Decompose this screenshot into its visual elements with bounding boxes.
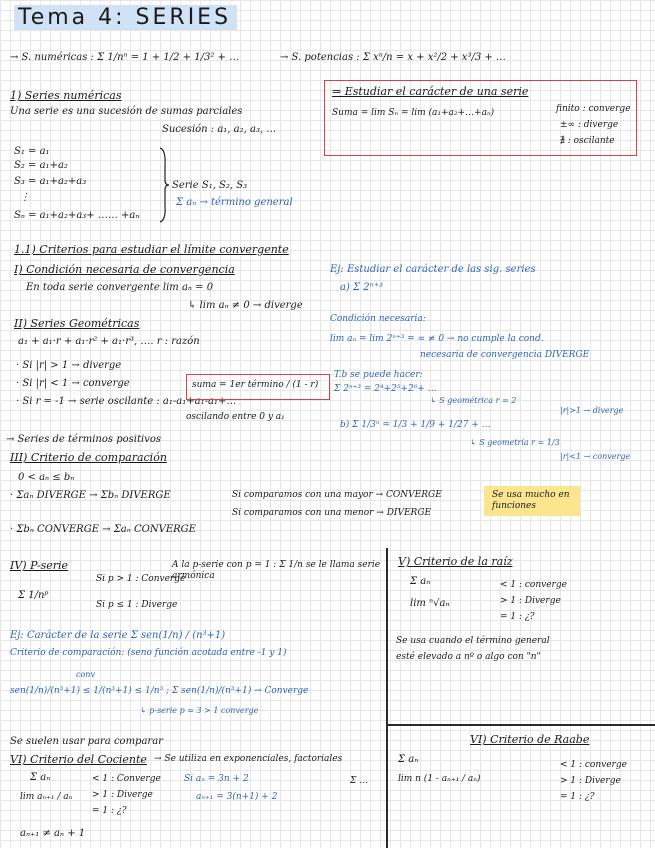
ej2-criterio: Criterio de comparación: (seno función acotada entre -1 y 1)	[10, 648, 287, 658]
raiz-case-1: < 1 : converge	[500, 580, 567, 590]
serie-text: Serie S₁, S₂, S₃	[172, 180, 248, 191]
highlight-note-text: Se usa mucho en funciones	[492, 490, 570, 511]
raabe-case-3: = 1 : ¿?	[560, 792, 595, 802]
cociente-note: → Se utiliza en exponenciales, factoriales	[154, 754, 343, 764]
raiz-lim: lim ⁿ√aₙ	[410, 598, 450, 609]
caracter-diverge: ±∞ : diverge	[560, 120, 619, 130]
cociente-case-1: < 1 : Converge	[92, 774, 161, 784]
ej1-tb-sum: Σ 2ⁿ⁺³ = 2⁴+2⁵+2⁶+ …	[334, 384, 437, 394]
comparacion-ineq: 0 < aₙ ≤ bₙ	[18, 472, 75, 483]
intro-numericas: → S. numéricas : Σ 1/nⁿ = 1 + 1/2 + 1/3² + …	[10, 52, 240, 63]
ej1-heading: Ej: Estudiar el carácter de las sig. series	[330, 264, 536, 275]
ej2-heading: Ej: Carácter de la serie Σ sen(1/n) / (n³+1)	[10, 630, 226, 641]
suma-formula: suma = 1er término / (1 - r)	[192, 380, 319, 390]
intro-potencias: → S. potencias : Σ xⁿ/n = x + x²/2 + x³/3 + …	[280, 52, 506, 63]
caracter-suma: Suma = lim Sₙ = lim (a₁+a₂+…+aₙ)	[332, 108, 495, 118]
cociente-case-3: = 1 : ¿?	[92, 806, 127, 816]
caracter-oscilante: ∄ : oscilante	[560, 136, 615, 146]
geometricas-heading: II) Series Geométricas	[14, 317, 140, 330]
cociente-sum: Σ aₙ	[30, 772, 51, 783]
comparacion-rule-2: · Σbₙ CONVERGE → Σaₙ CONVERGE	[10, 524, 196, 535]
ej1-tb-geo: ↳ S geométrica r = 2	[430, 396, 517, 405]
positivos-heading: → Series de términos positivos	[6, 434, 161, 445]
raiz-sum: Σ aₙ	[410, 576, 431, 587]
column-divider	[386, 548, 388, 848]
ej1-b-converge: |r|<1 → converge	[560, 452, 631, 461]
cociente-ex-2: aₙ₊₁ = 3(n+1) + 2	[196, 792, 278, 802]
ej1-lim2: necesaria de convergencia DIVERGE	[420, 350, 590, 360]
caracter-heading: ⇒ Estudiar el carácter de una serie	[332, 85, 529, 98]
caracter-finito: finito : converge	[556, 104, 631, 114]
cociente-lim: lim aₙ₊₁ / aₙ	[20, 792, 73, 802]
ej2-pserie-note: ↳ p-serie p = 3 > 1 converge	[140, 706, 259, 715]
ej1-a: a) Σ 2ⁿ⁺³	[340, 282, 383, 293]
geometricas-case-1: · Si |r| > 1 → diverge	[16, 360, 122, 371]
page-title: Tema 4: SERIES	[14, 6, 237, 30]
cociente-ex-1: Si aₙ = 3n + 2	[184, 774, 249, 784]
cociente-case-2: > 1 : Diverge	[92, 790, 153, 800]
pserie-gt1: Si p > 1 : Converge	[96, 574, 186, 584]
ej1-lim: lim aₙ = lim 2ⁿ⁺³ = ∞ ≠ 0 → no cumple la cond.	[330, 334, 544, 344]
pserie-le1: Si p ≤ 1 : Diverge	[96, 600, 178, 610]
criterio-condicion-heading: I) Condición necesaria de convergencia	[14, 263, 235, 276]
partial-sum-1: S₁ = a₁	[14, 146, 50, 157]
comparacion-rule-1: · Σaₙ DIVERGE → Σbₙ DIVERGE	[10, 490, 171, 501]
brace-icon	[158, 146, 170, 224]
criterio-condicion-text: En toda serie convergente lim aₙ = 0	[26, 282, 214, 293]
raiz-note-1: Se usa cuando el término general	[396, 636, 550, 646]
section-criterios: 1.1) Criterios para estudiar el límite convergente	[14, 243, 289, 256]
criterio-condicion-arrow: ↳ lim aₙ ≠ 0 → diverge	[188, 300, 303, 311]
cociente-dots: Σ …	[350, 776, 369, 786]
serie-definition: Una serie es una sucesión de sumas parciales	[10, 106, 243, 117]
ej1-tb-diverge: |r|>1 → diverge	[560, 406, 624, 415]
raiz-case-3: = 1 : ¿?	[500, 612, 535, 622]
ej2-inequality: sen(1/n)/(n³+1) ≤ 1/(n³+1) ≤ 1/n³ ; Σ sen(1/n)/(n³+1) → Converge	[10, 686, 309, 696]
raabe-case-1: < 1 : converge	[560, 760, 627, 770]
section-series-numericas: 1) Series numéricas	[10, 89, 122, 102]
partial-sum-2: S₂ = a₁+a₂	[14, 160, 68, 171]
geometricas-formula: a₁ + a₁·r + a₁·r² + a₁·r³, …. r : razón	[18, 336, 200, 347]
partial-sum-n: Sₙ = a₁+a₂+a₃+ …… +aₙ	[14, 210, 140, 221]
sucesion-text: Sucesión : a₁, a₂, a₃, …	[162, 124, 277, 135]
raiz-heading: V) Criterio de la raíz	[398, 555, 513, 568]
pserie-formula: Σ 1/nᵖ	[18, 590, 49, 601]
geometricas-case-3: · Si r = -1 → serie oscilante : a₁-a₁+a₁-a₁+…	[16, 396, 237, 407]
cociente-ex-3: aₙ₊₁ ≠ aₙ + 1	[20, 828, 86, 839]
comparacion-note-1: Si comparamos con una mayor → CONVERGE	[232, 490, 442, 500]
ej1-tb: T.b se puede hacer:	[334, 370, 423, 380]
raabe-sum: Σ aₙ	[398, 754, 419, 765]
pserie-armonica: A la p-serie con p = 1 : Σ 1/n se le llama serie armónica	[172, 560, 381, 581]
ej1-b: b) Σ 1/3ⁿ = 1/3 + 1/9 + 1/27 + …	[340, 420, 491, 430]
ej2-conv-label: conv	[76, 670, 95, 679]
comparacion-note-2: Si comparamos con una menor → DIVERGE	[232, 508, 432, 518]
raiz-case-2: > 1 : Diverge	[500, 596, 561, 606]
pserie-heading: IV) P-serie	[10, 559, 69, 572]
partial-sum-3: S₃ = a₁+a₂+a₃	[14, 176, 87, 187]
termino-general: Σ aₙ → término general	[176, 197, 293, 208]
suelen-text: Se suelen usar para comparar	[10, 736, 163, 747]
comparacion-heading: III) Criterio de comparación	[10, 451, 167, 464]
ej1-b-geo: ↳ S geometría r = 1/3	[470, 438, 560, 447]
geometricas-oscila: oscilando entre 0 y a₁	[186, 412, 285, 422]
raabe-lim: lim n (1 - aₙ₊₁ / aₙ)	[398, 774, 481, 784]
raiz-note-2: esté elevado a nº o algo con "n"	[396, 652, 541, 662]
partial-sum-dots: ⋮	[20, 192, 30, 203]
ej1-condicion: Condición necesaria:	[330, 314, 426, 324]
raabe-case-2: > 1 : Diverge	[560, 776, 621, 786]
raabe-divider	[386, 724, 655, 726]
geometricas-case-2: · Si |r| < 1 → converge	[16, 378, 130, 389]
cociente-heading: VI) Criterio del Cociente	[10, 753, 147, 766]
raabe-heading: VI) Criterio de Raabe	[470, 733, 590, 746]
